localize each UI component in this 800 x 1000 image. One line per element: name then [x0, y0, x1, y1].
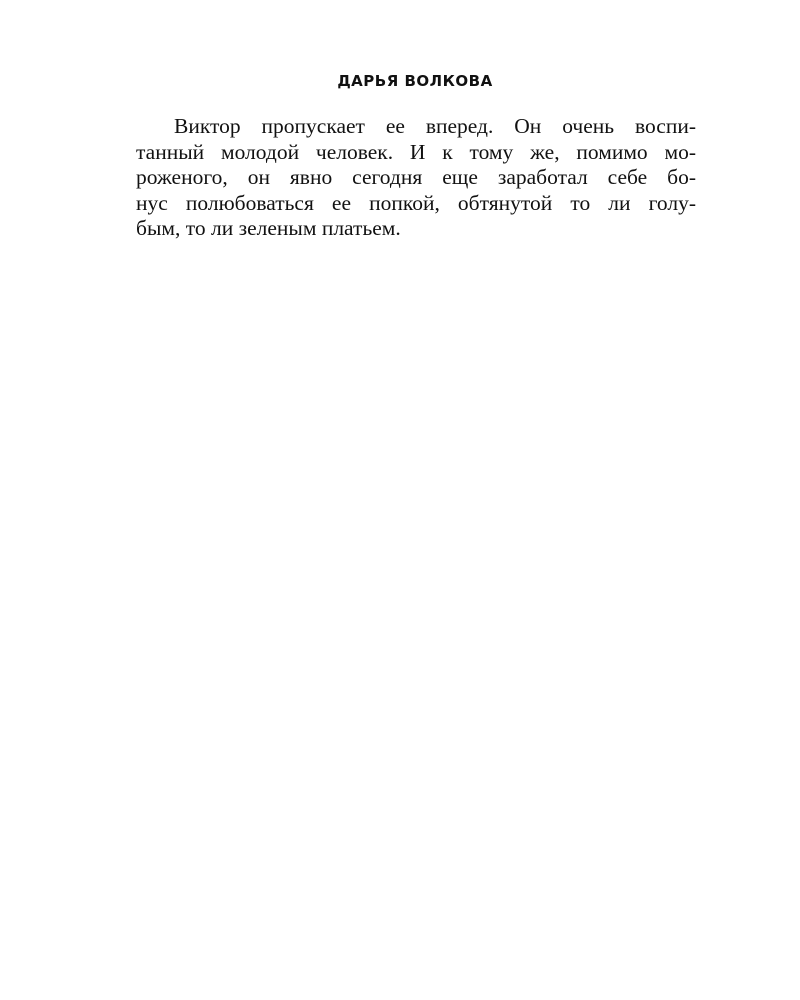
paragraph-line: нус полюбоваться ее попкой, обтянутой то ли голу-	[136, 190, 696, 215]
paragraph-line: Виктор пропускает ее вперед. Он очень воспи-	[174, 114, 696, 138]
paragraph-line: танный молодой человек. И к тому же, помимо мо-	[136, 139, 696, 164]
paragraph-line: роженого, он явно сегодня еще заработал себе бо-	[136, 165, 696, 189]
running-head-author: ДАРЬЯ ВОЛКОВА	[337, 72, 493, 90]
paragraph-line: бым, то ли зеленым платьем.	[136, 216, 401, 240]
body-paragraph	[136, 114, 696, 242]
